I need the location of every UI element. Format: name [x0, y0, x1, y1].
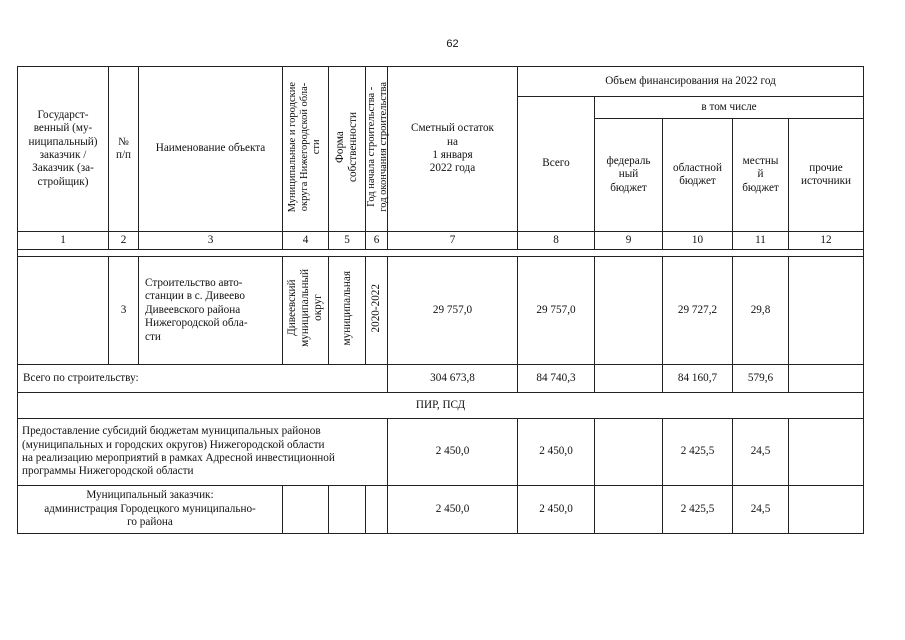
header-years: Год начала строительства - год окончания строительства — [366, 67, 388, 232]
construction-total-remainder: 304 673,8 — [388, 365, 518, 393]
col-num-7: 7 — [388, 232, 518, 250]
construction-total-label: Всего по строительству: — [18, 365, 388, 393]
col-num-9: 9 — [595, 232, 663, 250]
col-num-3: 3 — [139, 232, 283, 250]
header-customer: Государст- венный (му- ниципальный) заказчик / Заказчик (за- стройщик) — [18, 67, 109, 232]
col-num-1: 1 — [18, 232, 109, 250]
section-row — [18, 393, 864, 419]
customer-total: 2 450,0 — [518, 486, 595, 534]
header-districts: Муниципальные и городские округа Нижегородской обла- сти — [283, 67, 329, 232]
construction-total-total: 84 740,3 — [518, 365, 595, 393]
object-local: 29,8 — [733, 257, 789, 365]
object-customer-cell — [18, 257, 109, 365]
object-name: Строительство авто- станции в с. Дивеево Дивеевского района Нижегородской обла- сти — [139, 257, 283, 365]
header-financing: Объем финансирования на 2022 год — [518, 67, 864, 97]
header-local: местны й бюджет — [733, 119, 789, 232]
header-row-1 — [18, 67, 864, 97]
object-ownership: муниципальная — [329, 257, 366, 365]
object-district: Дивеевский муниципальный округ — [283, 257, 329, 365]
subsidy-other — [789, 419, 864, 486]
financing-table — [17, 66, 864, 534]
subsidy-regional: 2 425,5 — [663, 419, 733, 486]
customer-col-4 — [283, 486, 329, 534]
header-other: прочие источники — [789, 119, 864, 232]
subsidy-remainder: 2 450,0 — [388, 419, 518, 486]
subsidy-row — [18, 419, 864, 486]
customer-row — [18, 486, 864, 534]
column-numbers-row — [18, 232, 864, 250]
object-other — [789, 257, 864, 365]
col-num-10: 10 — [663, 232, 733, 250]
col-num-2: 2 — [109, 232, 139, 250]
col-num-4: 4 — [283, 232, 329, 250]
customer-col-5 — [329, 486, 366, 534]
customer-remainder: 2 450,0 — [388, 486, 518, 534]
construction-total-local: 579,6 — [733, 365, 789, 393]
spacer-cell — [18, 250, 864, 257]
construction-total-other — [789, 365, 864, 393]
header-including: в том числе — [595, 97, 864, 119]
col-num-12: 12 — [789, 232, 864, 250]
customer-other — [789, 486, 864, 534]
header-regional: областной бюджет — [663, 119, 733, 232]
customer-local: 24,5 — [733, 486, 789, 534]
col-num-11: 11 — [733, 232, 789, 250]
header-object-name: Наименование объекта — [139, 67, 283, 232]
customer-label: Муниципальный заказчик: администрация Городецкого муниципально- го района — [18, 486, 283, 534]
object-regional: 29 727,2 — [663, 257, 733, 365]
header-remainder: Сметный остаток на 1 января 2022 года — [388, 67, 518, 232]
header-num: № п/п — [109, 67, 139, 232]
customer-regional: 2 425,5 — [663, 486, 733, 534]
col-num-8: 8 — [518, 232, 595, 250]
section-title: ПИР, ПСД — [18, 393, 864, 419]
object-years: 2020-2022 — [366, 257, 388, 365]
subsidy-local: 24,5 — [733, 419, 789, 486]
header-federal: федераль ный бюджет — [595, 119, 663, 232]
object-total: 29 757,0 — [518, 257, 595, 365]
object-federal — [595, 257, 663, 365]
header-ownership: Форма собственности — [329, 67, 366, 232]
construction-total-row — [18, 365, 864, 393]
header-total: Всего — [518, 97, 595, 232]
object-row — [18, 257, 864, 365]
page-number: 62 — [446, 38, 459, 50]
spacer-row — [18, 250, 864, 257]
col-num-6: 6 — [366, 232, 388, 250]
construction-total-regional: 84 160,7 — [663, 365, 733, 393]
customer-federal — [595, 486, 663, 534]
col-num-5: 5 — [329, 232, 366, 250]
customer-col-6 — [366, 486, 388, 534]
subsidy-total: 2 450,0 — [518, 419, 595, 486]
object-remainder: 29 757,0 — [388, 257, 518, 365]
construction-total-federal — [595, 365, 663, 393]
subsidy-label: Предоставление субсидий бюджетам муниципальных районов (муниципальных и городских округов) Нижегородской области на реализацию мероприятий в рамках Адресной инвестиционной программы Нижегородской области — [18, 419, 388, 486]
subsidy-federal — [595, 419, 663, 486]
object-num: 3 — [109, 257, 139, 365]
